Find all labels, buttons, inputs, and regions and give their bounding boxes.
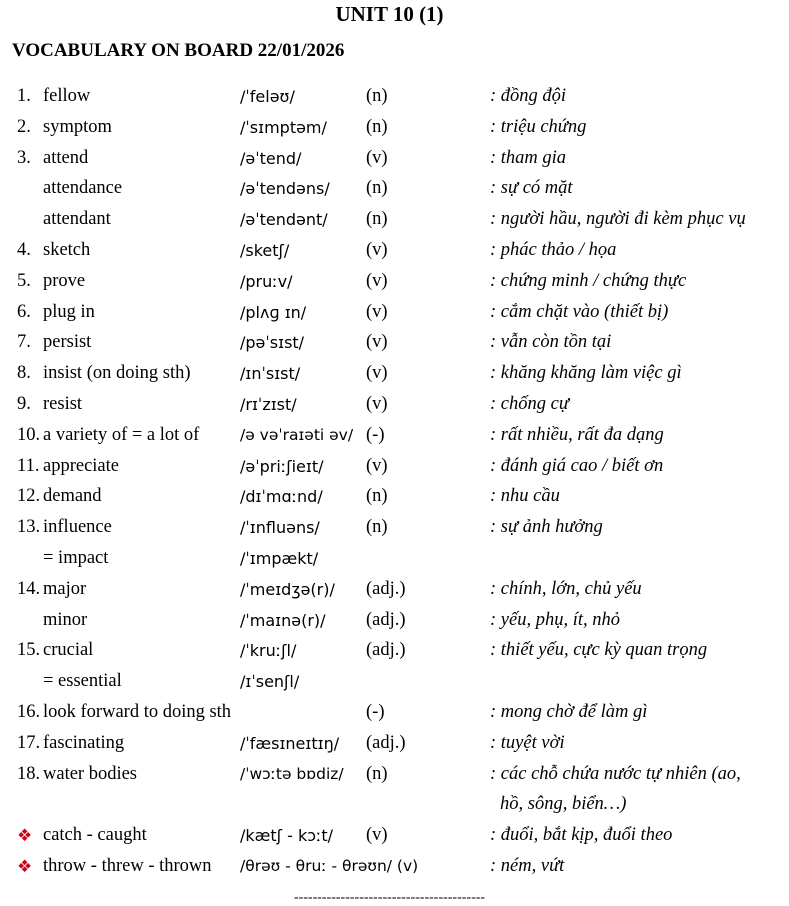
entry-meaning: : rất nhiều, rất đa dạng xyxy=(490,424,664,445)
entry-word: throw - threw - thrown xyxy=(43,855,212,876)
entry-meaning: : triệu chứng xyxy=(490,116,587,137)
entry-pos: (n) xyxy=(366,116,388,137)
entry-ipa: /ə vəˈraɪəti əv/ xyxy=(240,425,354,444)
entry-word: water bodies xyxy=(43,763,138,784)
entry-ipa: /ˈmeɪdʒə(r)/ xyxy=(240,579,335,599)
vocab-row-13 xyxy=(0,513,789,544)
entry-word: demand xyxy=(43,486,102,507)
bullet-row-throw xyxy=(0,852,789,883)
entry-ipa: /ˈwɔːtə bɒdiz/ xyxy=(240,764,344,783)
entry-ipa: /rɪˈzɪst/ xyxy=(240,394,297,414)
vocab-row-10 xyxy=(0,421,789,452)
entry-number: 9. xyxy=(17,393,31,414)
entry-word: persist xyxy=(43,332,92,353)
entry-meaning: : đuổi, bắt kịp, đuổi theo xyxy=(490,825,673,846)
entry-word: attendance xyxy=(43,178,123,199)
entry-meaning: : vẫn còn tồn tại xyxy=(490,332,612,353)
entry-pos: (adj.) xyxy=(366,609,406,630)
entry-number: 8. xyxy=(17,363,31,384)
entry-number: 17. xyxy=(17,732,41,753)
vocab-row-6 xyxy=(0,298,789,329)
entry-meaning: : phác thảo / họa xyxy=(490,239,617,260)
entry-word: attend xyxy=(43,147,89,168)
entry-number: 3. xyxy=(17,147,31,168)
entry-pos: (adj.) xyxy=(366,578,406,599)
entry-meaning: : nhu cầu xyxy=(490,486,560,507)
entry-meaning: : các chỗ chứa nước tự nhiên (ao, xyxy=(490,763,741,784)
entry-pos: (n) xyxy=(366,178,388,199)
vocab-row-8 xyxy=(0,359,789,390)
entry-word: catch - caught xyxy=(43,825,147,846)
entry-pos: (v) xyxy=(366,301,388,322)
entry-meaning: : cắm chặt vào (thiết bị) xyxy=(490,301,669,322)
entry-pos: (v) xyxy=(366,332,388,353)
entry-ipa: /ˈɪnfluəns/ xyxy=(240,518,320,538)
entry-word: prove xyxy=(43,270,86,291)
entry-ipa: /əˈpriːʃieɪt/ xyxy=(240,456,324,476)
vocabulary-heading: VOCABULARY ON BOARD 22/01/2026 xyxy=(12,40,345,61)
entry-ipa: /ˈfeləʊ/ xyxy=(240,87,295,106)
entry-pos: (v) xyxy=(366,455,388,476)
entry-word: = impact xyxy=(43,547,109,568)
entry-number: 13. xyxy=(17,517,41,538)
diamond-bullet-icon: ❖ xyxy=(17,856,33,876)
vocab-row-3 xyxy=(0,144,789,175)
page-title: UNIT 10 (1) xyxy=(335,2,444,26)
entry-number: 1. xyxy=(17,86,31,106)
entry-word: plug in xyxy=(43,301,95,322)
entry-word: = essential xyxy=(43,671,122,692)
vocab-row-4 xyxy=(0,236,789,267)
entry-pos: (n) xyxy=(366,486,388,507)
vocab-row-18 xyxy=(0,760,789,791)
entry-word: resist xyxy=(43,393,83,414)
vocab-row-15 xyxy=(0,636,789,667)
entry-number: 15. xyxy=(17,640,41,661)
entry-number: 6. xyxy=(17,301,31,322)
vocab-row-14 xyxy=(0,575,789,606)
entry-ipa: /ˈkruːʃl/ xyxy=(240,641,297,661)
entry-ipa: /ˈɪmpækt/ xyxy=(240,548,319,568)
entry-meaning: : tham gia xyxy=(490,147,567,168)
entry-word: look forward to doing sth xyxy=(43,701,232,722)
entry-meaning: : đánh giá cao / biết ơn xyxy=(490,455,664,476)
entry-meaning: : chống cự xyxy=(490,393,569,414)
diamond-bullet-icon: ❖ xyxy=(17,826,33,846)
vocab-row-17 xyxy=(0,729,789,760)
vocabulary-list xyxy=(0,82,789,883)
entry-word: a variety of = a lot of xyxy=(43,424,200,445)
entry-word: symptom xyxy=(43,116,112,137)
entry-ipa: /ɪˈsenʃl/ xyxy=(240,672,300,692)
vocab-row-18-continuation xyxy=(0,790,789,821)
entry-number: 2. xyxy=(17,116,31,137)
entry-pos: (v) xyxy=(366,147,388,168)
entry-ipa: /əˈtend/ xyxy=(240,148,302,168)
entry-ipa: /ˈsɪmptəm/ xyxy=(240,117,327,137)
entry-pos: (v) xyxy=(366,825,388,846)
entry-number: 4. xyxy=(17,239,31,260)
entry-meaning: : người hầu, người đi kèm phục vụ xyxy=(490,209,746,230)
entry-meaning-continuation: hồ, sông, biển…) xyxy=(500,794,627,815)
entry-meaning: : chứng minh / chứng thực xyxy=(490,270,687,291)
entry-meaning: : thiết yếu, cực kỳ quan trọng xyxy=(490,640,708,661)
entry-ipa: /plʌɡ ɪn/ xyxy=(240,302,307,322)
vocab-row-2 xyxy=(0,113,789,144)
entry-pos: (v) xyxy=(366,363,388,384)
entry-ipa: /ˈmaɪnə(r)/ xyxy=(240,610,326,630)
entry-pos: (v) xyxy=(366,393,388,414)
entry-number: 18. xyxy=(17,763,41,784)
entry-word: major xyxy=(43,578,87,599)
vocab-row-14b xyxy=(0,606,789,637)
vocab-row-5 xyxy=(0,267,789,298)
entry-number: 12. xyxy=(17,486,41,507)
vocab-row-3b xyxy=(0,174,789,205)
entry-word: influence xyxy=(43,517,112,538)
entry-meaning: : sự ảnh hưởng xyxy=(490,517,603,538)
entry-number: 10. xyxy=(17,424,41,445)
entry-meaning: : yếu, phụ, ít, nhỏ xyxy=(490,609,620,630)
entry-word: fascinating xyxy=(43,732,125,753)
entry-meaning: : đồng đội xyxy=(490,86,567,106)
entry-pos: (n) xyxy=(366,763,388,784)
entry-number: 5. xyxy=(17,270,31,291)
entry-meaning: : tuyệt vời xyxy=(490,732,565,753)
entry-ipa: /sketʃ/ xyxy=(240,240,290,260)
entry-pos: (n) xyxy=(366,86,388,106)
entry-ipa: /əˈtendəns/ xyxy=(240,179,330,199)
entry-pos: (adj.) xyxy=(366,732,406,753)
entry-pos: (adj.) xyxy=(366,640,406,661)
entry-pos: (v) xyxy=(366,270,388,291)
vocab-row-13b xyxy=(0,544,789,575)
entry-word: appreciate xyxy=(43,455,119,476)
entry-ipa: /ɪnˈsɪst/ xyxy=(240,364,301,384)
entry-pos: (v) xyxy=(366,239,388,260)
vocab-row-1 xyxy=(0,82,789,113)
bullet-row-catch xyxy=(0,821,789,852)
entry-pos: (-) xyxy=(366,701,385,722)
entry-meaning: : mong chờ để làm gì xyxy=(490,701,648,722)
entry-number: 14. xyxy=(17,578,41,599)
entry-meaning: : chính, lớn, chủ yếu xyxy=(490,578,642,599)
vocab-row-3c xyxy=(0,205,789,236)
vocab-row-7 xyxy=(0,328,789,359)
vocab-row-9 xyxy=(0,390,789,421)
entry-word: insist (on doing sth) xyxy=(43,363,191,384)
entry-number: 16. xyxy=(17,701,41,722)
entry-pos: (n) xyxy=(366,517,388,538)
entry-meaning: : khăng khăng làm việc gì xyxy=(490,363,682,384)
entry-ipa: /əˈtendənt/ xyxy=(240,210,328,230)
vocab-row-11 xyxy=(0,452,789,483)
entry-ipa: /pruːv/ xyxy=(240,271,293,291)
entry-meaning: : sự có mặt xyxy=(490,178,573,199)
entry-number: 11. xyxy=(17,455,40,476)
entry-pos: (n) xyxy=(366,209,388,230)
entry-word: crucial xyxy=(43,640,94,661)
vocab-row-16 xyxy=(0,698,789,729)
entry-ipa: /θrəʊ - θruː - θrəʊn/ (v) xyxy=(240,856,419,875)
entry-word: attendant xyxy=(43,209,111,230)
entry-word: minor xyxy=(43,609,88,630)
entry-meaning: : ném, vứt xyxy=(490,855,565,876)
entry-word: fellow xyxy=(43,86,91,106)
vocab-row-12 xyxy=(0,482,789,513)
entry-ipa: /kætʃ - kɔːt/ xyxy=(240,826,334,846)
entry-ipa: /pəˈsɪst/ xyxy=(240,333,305,353)
entry-ipa: /dɪˈmɑːnd/ xyxy=(240,487,323,507)
vocab-row-15b xyxy=(0,667,789,698)
end-divider: ----------------------------------------- xyxy=(293,890,486,905)
entry-pos: (-) xyxy=(366,424,385,445)
entry-number: 7. xyxy=(17,332,31,353)
entry-ipa: /ˈfæsɪneɪtɪŋ/ xyxy=(240,733,340,753)
entry-word: sketch xyxy=(43,239,91,260)
